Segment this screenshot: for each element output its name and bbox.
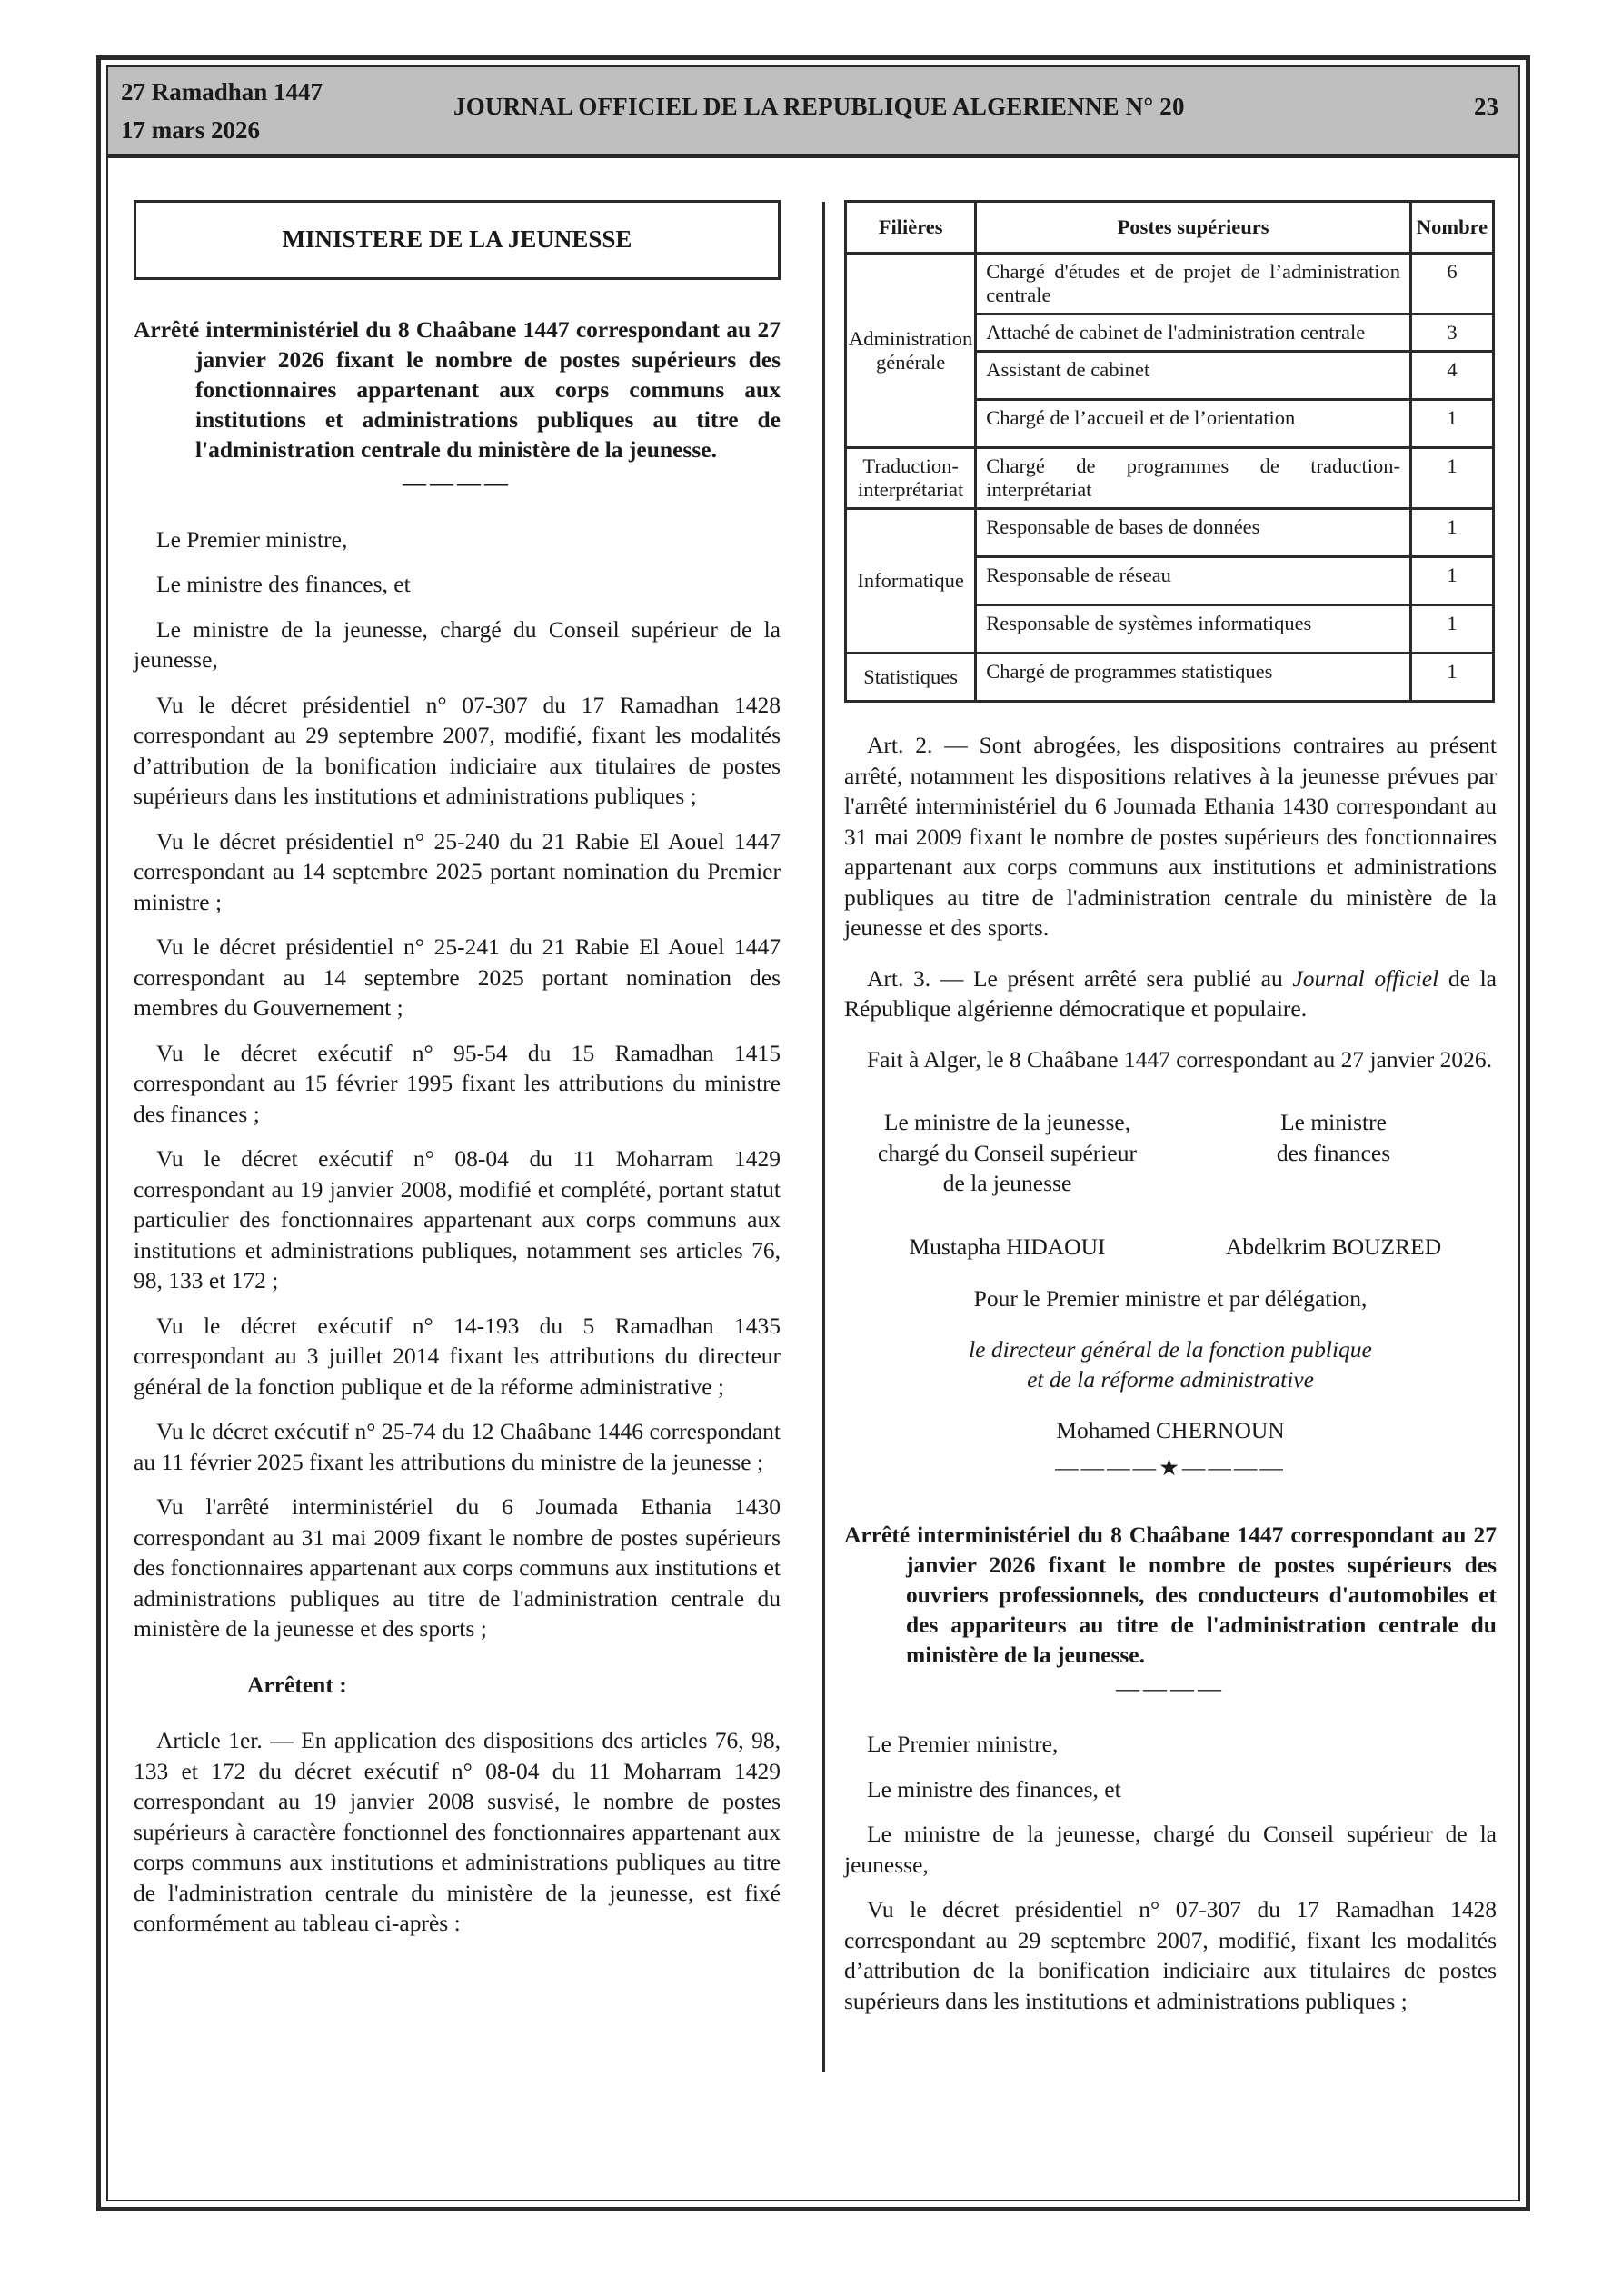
visa-paragraph: Vu le décret présidentiel n° 25-240 du 21 Rabie El Aouel 1447 correspondant au 14 septembre 2025 portant nomination du Premier ministre ; [134,827,781,915]
visa-paragraph: Vu le décret présidentiel n° 07-307 du 17 Ramadhan 1428 correspondant au 29 septembre 2007, modifié, fixant les modalités d’attribution de la bonification indiciaire aux titulaires de postes supérieurs dans les institutions et administrations publiques ; [844,1896,1497,2014]
article-3: Art. 3. — Le présent arrêté sera publié au Journal officiel de la République algérienne démocratique et populaire. [844,964,1498,1022]
nombre-cell: 1 [1411,605,1494,654]
visa-paragraph: Le ministre de la jeunesse, chargé du Conseil supérieur de la jeunesse, [134,615,781,673]
filiere-cell: Administration générale [846,254,976,448]
visa-paragraph: Vu le décret présidentiel n° 25-241 du 21 Rabie El Aouel 1447 correspondant au 14 septembre 2025 portant nomination des membres du Gouvernement ; [134,933,781,1021]
nombre-cell: 1 [1411,400,1494,448]
nombre-cell: 1 [1411,654,1494,702]
header-nombre: Nombre [1411,202,1494,254]
decree-title: Arrêté interministériel du 8 Chaâbane 1447 correspondant au 27 janvier 2026 fixant le nombre de postes supérieurs des fonctionnaires appartenant aux corps communs aux institutions et administrations publiques au titre de l'administration centrale du ministère de la jeunesse. [134,316,781,463]
filiere-cell: Traduction-interprétariat [846,448,976,509]
article-2: Art. 2. — Sont abrogées, les dispositions contraires au présent arrêté, notamment les dispositions relatives à la jeunesse prévues par l'arrêté interministériel du 6 Joumada Ethania 1430 correspondant au 31 mai 2009 fixant le nombre de postes supérieurs des fonctionnaires appartenant aux corps communs aux institutions et administrations publiques au titre de l'administration centrale du ministère de la jeunesse et des sports. [844,732,1497,941]
separator: ———— [403,470,512,496]
poste-cell: Chargé de programmes statistiques [976,654,1411,702]
table-row [846,509,1494,557]
visa-paragraph: Le Premier ministre, [156,525,348,553]
page-frame [96,55,1530,2211]
right-column [844,195,1497,2031]
visa-paragraph: Le ministre des finances, et [867,1775,1121,1802]
visa-paragraph: Vu le décret présidentiel n° 07-307 du 17 Ramadhan 1428 correspondant au 29 septembre 2007, modifié, fixant les modalités d’attribution de la bonification indiciaire aux titulaires de postes supérieurs dans les institutions et administrations publiques ; [134,691,781,809]
poste-cell: Assistant de cabinet [976,352,1411,400]
visa-paragraph: Vu le décret exécutif n° 14-193 du 5 Ramadhan 1435 correspondant au 3 juillet 2014 fixant les attributions du directeur général de la fonction publique et de la réforme administrative ; [134,1312,781,1400]
article-1: Article 1er. — En application des dispositions des articles 76, 98, 133 et 172 du décret exécutif n° 08-04 du 11 Moharram 1429 correspondant au 19 janvier 2008 susvisé, le nombre de postes supérieurs à caractère fonctionnel des fonctionnaires appartenant aux corps communs aux institutions et administrations publiques au titre de l'administration centrale du ministère de la jeunesse, est fixé conformément au tableau ci-après : [134,1727,781,1936]
visa-paragraph: Le ministre des finances, et [156,571,411,597]
filiere-cell: Statistiques [846,654,976,702]
ministry-heading: MINISTERE DE LA JEUNESSE [134,200,781,280]
table-row [846,654,1494,702]
star-separator: ————★———— [1055,1454,1286,1481]
visa-paragraph: Vu l'arrêté interministériel du 6 Joumada Ethania 1430 correspondant au 31 mai 2009 fixant le nombre de postes supérieurs des fonctionnaires appartenant aux corps communs aux institutions et administrations publiques au titre de l'administration centrale du ministère de la jeunesse et des sports ; [134,1493,781,1642]
poste-cell: Chargé de programmes de traduction-interprétariat [976,448,1411,509]
poste-cell: Responsable de systèmes informatiques [976,605,1411,654]
page-number: 23 [1474,93,1498,120]
poste-cell: Chargé de l’accueil et de l’orientation [976,400,1411,448]
visa-paragraph: Vu le décret exécutif n° 08-04 du 11 Moharram 1429 correspondant au 19 janvier 2008, modifié et complété, portant statut particulier des fonctionnaires appartenant aux corps communs aux institutions et administrations publiques, notamment ses articles 76, 98, 133 et 172 ; [134,1145,781,1293]
nombre-cell: 1 [1411,509,1494,557]
nombre-cell: 3 [1411,314,1494,352]
signatory-youth-minister: Le ministre de la jeunesse, chargé du Conseil supérieur de la jeunesse [878,1109,1137,1196]
poste-cell: Attaché de cabinet de l'administration centrale [976,314,1411,352]
poste-cell: Chargé d'études et de projet de l’administration centrale [976,254,1411,314]
separator: ———— [1116,1674,1225,1702]
header-dates [121,73,323,149]
column-divider [822,202,825,2072]
postes-table [844,200,1495,703]
gregorian-date: 17 mars 2026 [121,116,260,144]
nombre-cell: 4 [1411,352,1494,400]
decree-2-title: Arrêté interministériel du 8 Chaâbane 1447 correspondant au 27 janvier 2026 fixant le nombre de postes supérieurs des ouvriers professionnels, des conducteurs d'automobiles et des appariteurs au titre de l'administration centrale du ministère de la jeunesse. [844,1521,1497,1668]
poste-cell: Responsable de réseau [976,557,1411,605]
nombre-cell: 6 [1411,254,1494,314]
left-column [134,195,781,1953]
table-header-row [846,202,1494,254]
page-inner-frame [106,65,1520,2201]
table-row [846,448,1494,509]
visa-paragraph: Vu le décret exécutif n° 95-54 du 15 Ramadhan 1415 correspondant au 15 février 1995 fixant les attributions du ministre des finances ; [134,1039,781,1127]
signatory-name: Abdelkrim BOUZRED [1225,1233,1442,1260]
signatory-name: Mustapha HIDAOUI [909,1233,1106,1260]
signatory-titles [844,1107,1497,1199]
journal-officiel-ref: Journal officiel [1292,964,1439,992]
signatory-names [844,1232,1497,1263]
visa-paragraph: Vu le décret exécutif n° 25-74 du 12 Chaâbane 1446 correspondant au 11 février 2025 fixant les attributions du ministre de la jeunesse ; [134,1418,781,1475]
nombre-cell: 1 [1411,557,1494,605]
header-filieres: Filières [846,202,976,254]
journal-header [108,67,1518,158]
dg-title: le directeur général de la fonction publique et de la réforme administrative [969,1335,1372,1393]
visa-paragraph: Le ministre de la jeunesse, chargé du Conseil supérieur de la jeunesse, [844,1821,1497,1878]
journal-title: JOURNAL OFFICIEL DE LA REPUBLIQUE ALGERIENNE N° 20 [453,93,1185,120]
delegation-line: Pour le Premier ministre et par délégation, [973,1285,1368,1312]
arretent-heading: Arrêtent : [247,1671,347,1698]
fait-a-alger: Fait à Alger, le 8 Chaâbane 1447 correspondant au 27 janvier 2026. [867,1045,1492,1073]
hijri-date: 27 Ramadhan 1447 [121,78,323,105]
poste-cell: Responsable de bases de données [976,509,1411,557]
signatory-finance-minister: Le ministre des finances [1276,1109,1391,1166]
nombre-cell: 1 [1411,448,1494,509]
dg-name: Mohamed CHERNOUN [1056,1416,1285,1443]
header-postes: Postes supérieurs [976,202,1411,254]
visa-paragraph: Le Premier ministre, [867,1731,1059,1757]
table-row [846,254,1494,314]
filiere-cell: Informatique [846,509,976,654]
